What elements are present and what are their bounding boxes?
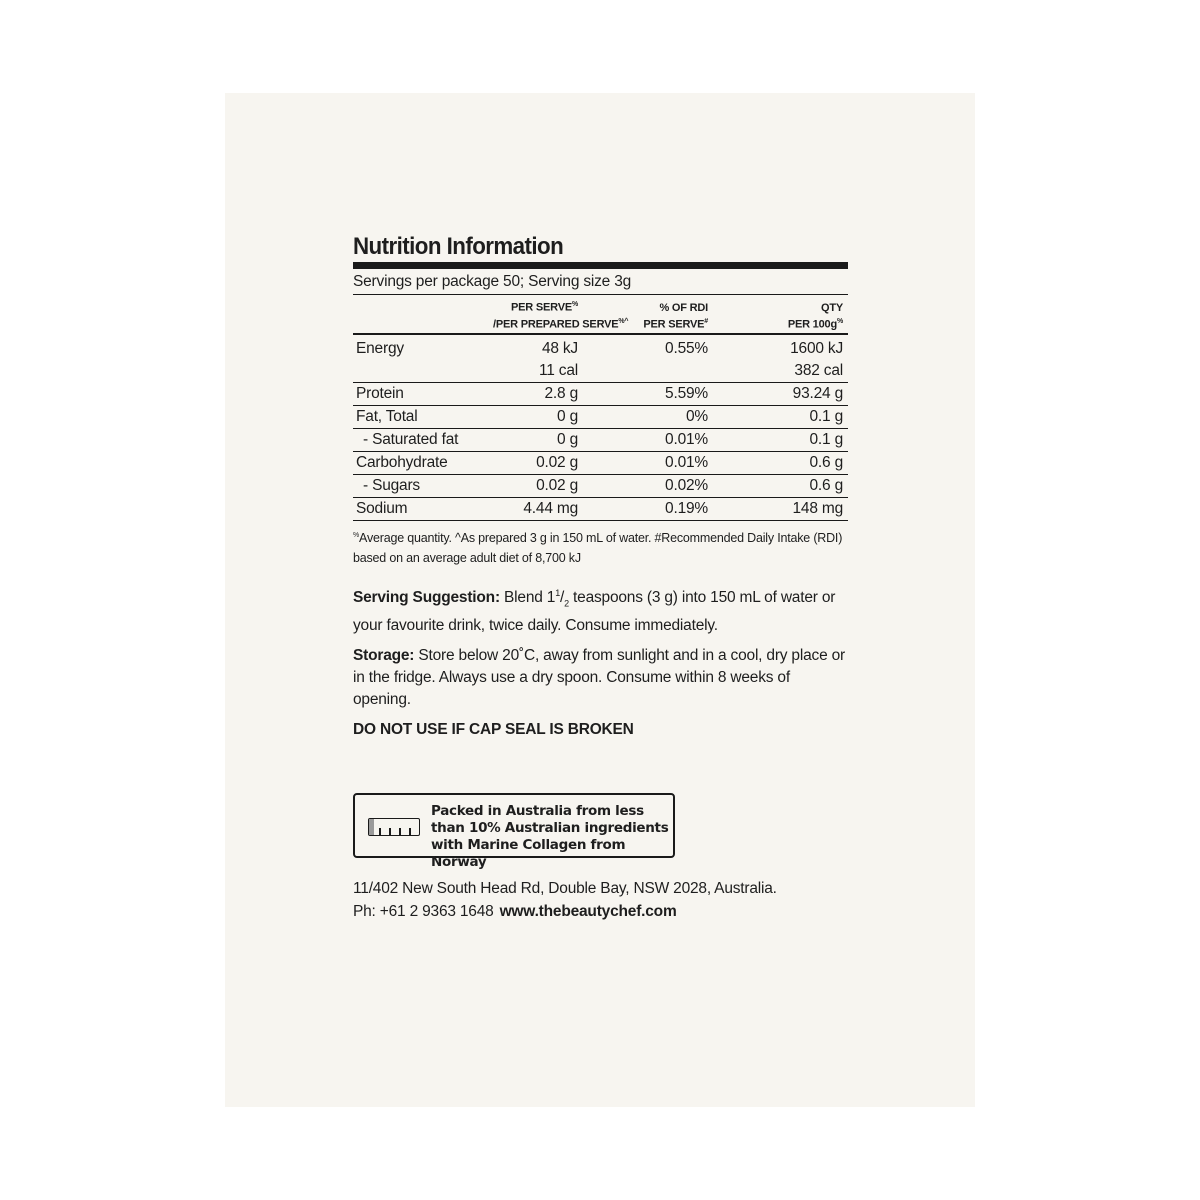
servings-text: Servings per package 50; Serving size 3g [353, 273, 632, 290]
storage-instructions: Storage: Store below 20˚C, away from sunlight and in a cool, dry place or in the fridge. Always use a dry spoon. Consume within 8 weeks of opening. [353, 646, 845, 708]
rdi-header: % OF RDI PER SERVE# [583, 295, 713, 334]
qty-value: 382 cal [713, 360, 848, 383]
qty-value: 0.1 g [713, 429, 848, 452]
nutrition-panel [353, 232, 848, 739]
nutrient-header [353, 295, 493, 334]
table-row [353, 498, 848, 521]
country-of-origin-label [353, 793, 675, 870]
table-row [353, 334, 848, 360]
nutrition-title: Nutrition Information [353, 233, 564, 260]
rdi-value [583, 360, 713, 383]
qty-value: 0.6 g [713, 452, 848, 475]
nutrient-name: Sodium [353, 498, 493, 521]
qty-value: 0.6 g [713, 475, 848, 498]
rdi-value: 5.59% [583, 383, 713, 406]
title-rule [353, 262, 848, 269]
nutrient-name: - Saturated fat [353, 429, 493, 452]
table-row [353, 406, 848, 429]
qty-value: 93.24 g [713, 383, 848, 406]
per-serve-header: PER SERVE% /PER PREPARED SERVE%^ [493, 295, 583, 334]
rdi-value: 0.01% [583, 429, 713, 452]
per-serve-value: 0 g [493, 406, 583, 429]
nutrient-name: - Sugars [353, 475, 493, 498]
per-serve-value: 2.8 g [493, 383, 583, 406]
rdi-value: 0.02% [583, 475, 713, 498]
contact-info [353, 877, 777, 923]
nutrient-name: Protein [353, 383, 493, 406]
qty-value: 0.1 g [713, 406, 848, 429]
phone: Ph: +61 2 9363 1648 [353, 903, 494, 920]
nutrient-name [353, 360, 493, 383]
per-serve-value: 0.02 g [493, 475, 583, 498]
nutrient-name: Energy [356, 340, 404, 358]
table-row [353, 475, 848, 498]
table-row [353, 452, 848, 475]
rdi-value: 0.55% [665, 340, 708, 358]
nutrition-table [353, 295, 848, 521]
nutrient-name: Carbohydrate [353, 452, 493, 475]
origin-statement: Packed in Australia from less than 10% Australian ingredients with Marine Collagen from Norway [431, 803, 669, 870]
nutrient-name: Fat, Total [353, 406, 493, 429]
per-serve-value: 11 cal [493, 360, 583, 383]
per-serve-value: 0.02 g [493, 452, 583, 475]
cap-seal-warning: DO NOT USE IF CAP SEAL IS BROKEN [353, 720, 634, 738]
ruler-bar-icon [368, 818, 420, 836]
website-link[interactable]: www.thebeautychef.com [499, 903, 677, 920]
table-header-row [353, 295, 848, 334]
footnote: %Average quantity. ^As prepared 3 g in 150 mL of water. #Recommended Daily Intake (RDI) based on an average adult diet of 8,700 kJ [353, 531, 843, 566]
qty-value: 1600 kJ [790, 340, 843, 358]
table-row [353, 383, 848, 406]
qty-header: QTY PER 100g% [713, 295, 848, 334]
qty-value: 148 mg [713, 498, 848, 521]
table-row [353, 360, 848, 383]
rdi-value: 0.19% [583, 498, 713, 521]
serving-suggestion: Serving Suggestion: Blend $1^1/_2$ teaspoons (3 g) into 150 mL of water or your favourite drink, twice daily. Consume immediately. [353, 588, 836, 634]
per-serve-value: 0 g [493, 429, 583, 452]
australian-share-fill [369, 819, 374, 835]
per-serve-value: 48 kJ [541, 340, 578, 358]
address: 11/402 New South Head Rd, Double Bay, NSW 2028, Australia. [353, 880, 777, 897]
table-row [353, 429, 848, 452]
rdi-value: 0.01% [583, 452, 713, 475]
per-serve-value: 4.44 mg [493, 498, 583, 521]
rdi-value: 0% [583, 406, 713, 429]
